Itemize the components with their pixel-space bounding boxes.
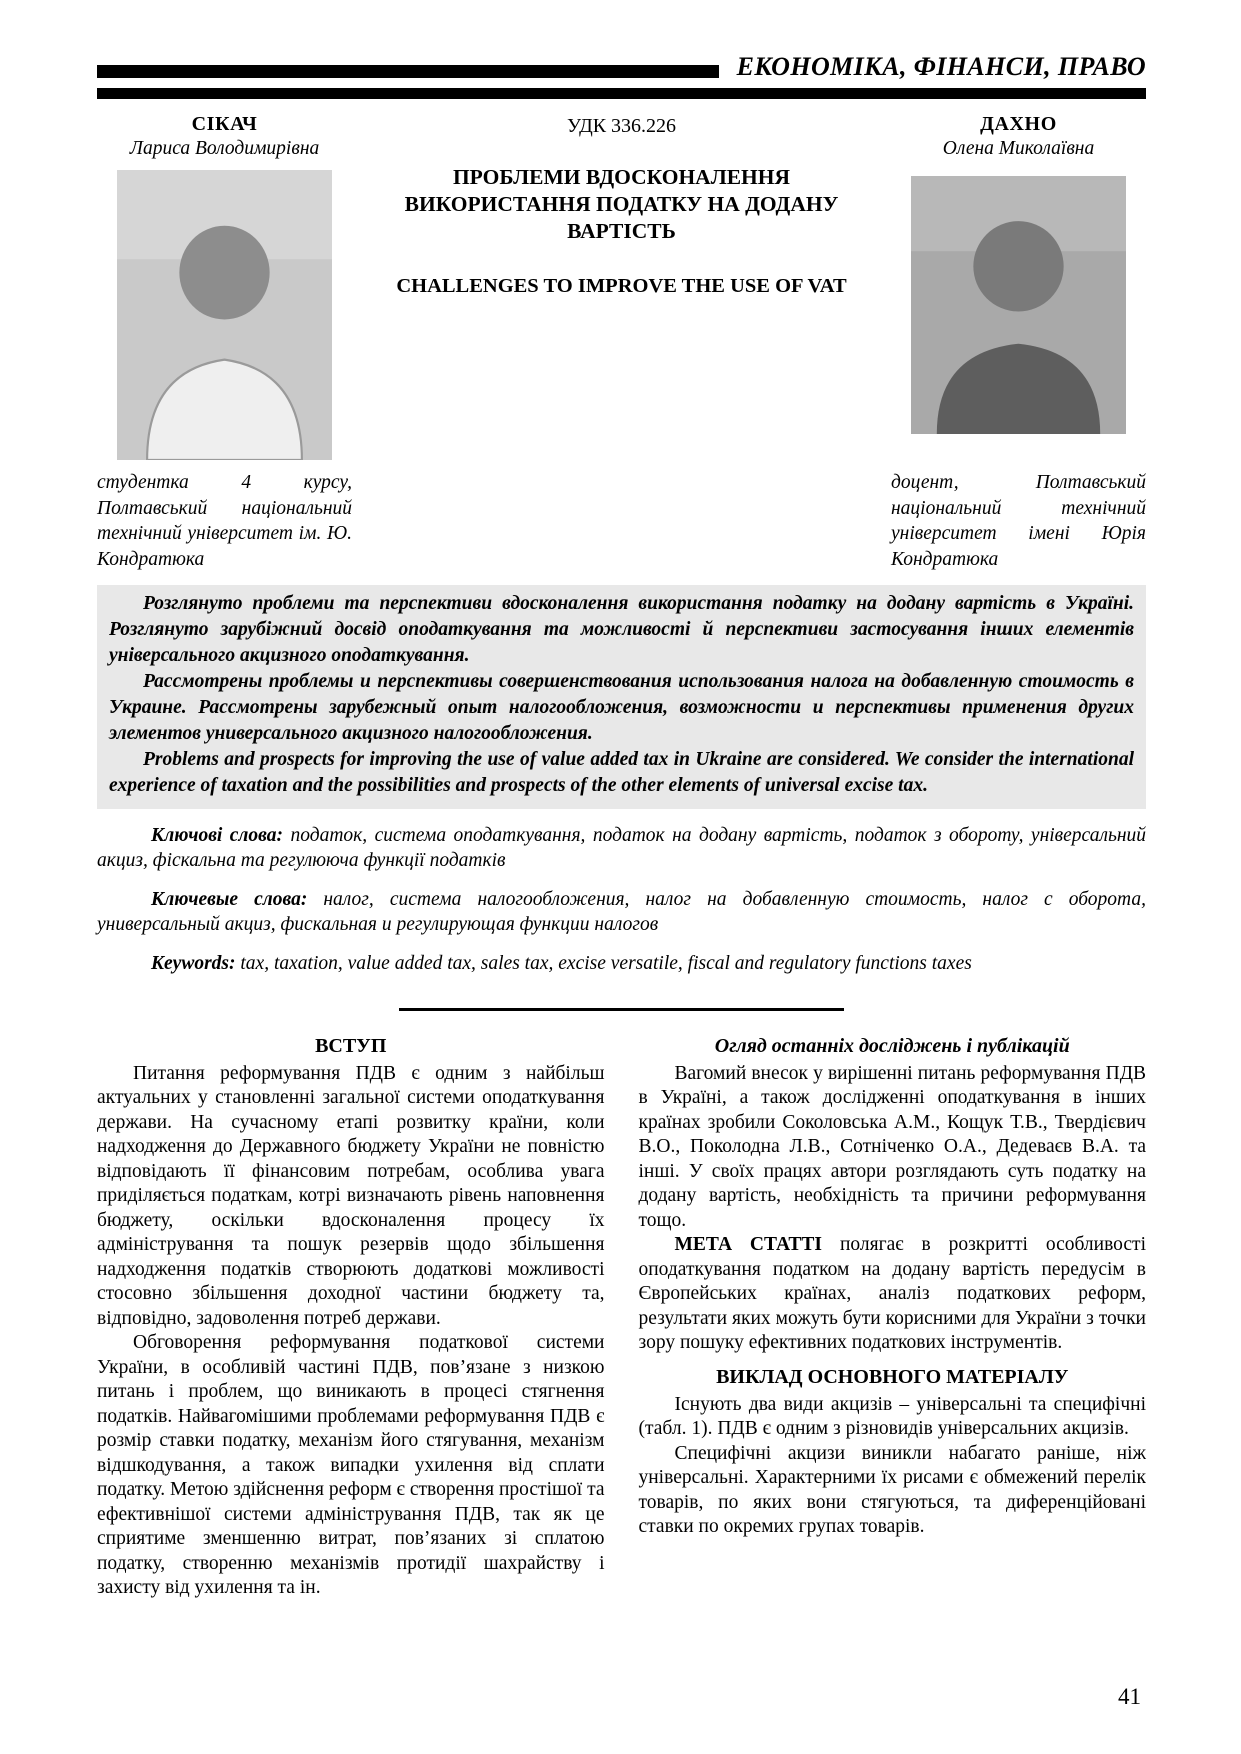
author-left-given-name: Лариса Володимирівна xyxy=(129,138,320,159)
masthead-bar xyxy=(97,65,719,78)
paragraph xyxy=(639,1233,1147,1356)
abstract-block xyxy=(97,585,1146,809)
udc-code: УДК 336.226 xyxy=(566,115,677,137)
author-right-given-name: Олена Миколаївна xyxy=(942,138,1095,159)
author-right-photo xyxy=(911,176,1126,434)
masthead-rule xyxy=(97,88,1146,99)
journal-title: ЕКОНОМІКА, ФІНАНСИ, ПРАВО xyxy=(736,52,1146,81)
body-right-column xyxy=(639,1035,1147,1601)
article-title-en: CHALLENGES TO IMPROVE THE USE OF VAT xyxy=(396,274,847,297)
author-left xyxy=(97,113,352,460)
authors-section xyxy=(97,113,1146,573)
portrait-placeholder-icon xyxy=(117,170,332,460)
heading-review: Огляд останніх досліджень і публікацій xyxy=(714,1034,1070,1057)
paragraph-rest: полягає в розкритті особливості оподаткування податком на додану вартість передусім в Європейських країнах, аналіз податкових реформ, результати яких можуть бути корисними для України з точки зору пошуку ефективних податкових інструментів. xyxy=(638,1234,1146,1354)
article-title-block xyxy=(380,113,863,460)
keywords-ru xyxy=(97,887,1146,937)
keywords-en xyxy=(97,951,1146,976)
author-left-affiliation: студентка 4 курсу, Полтавський національний технічний університет ім. Ю. Кондратюка xyxy=(97,472,352,571)
abstract-en: Problems and prospects for improving the use of value added tax in Ukraine are considered. We consider the international experience of taxation and the possibilities and prospects of the other elements of universal excise tax. xyxy=(109,748,1134,796)
paragraph-lead: МЕТА СТАТТІ xyxy=(674,1234,823,1256)
keywords-ru-label: Ключевые слова: xyxy=(151,888,308,910)
heading-vstup: ВСТУП xyxy=(315,1034,387,1057)
abstract-ru: Рассмотрены проблемы и перспективы совершенствования использования налога на добавленную стоимость в Украине. Рассмотрены зарубежный опыт налогообложения, возможности и перспективы применения других элементов универсального акцизного налогообложения. xyxy=(109,670,1134,744)
page-number: 41 xyxy=(1118,1684,1141,1709)
portrait-placeholder-icon xyxy=(911,176,1126,434)
paragraph: Існують два види акцизів – універсальні та специфічні (табл. 1). ПДВ є одним з різновидів універсальних акцизів. xyxy=(638,1393,1146,1440)
author-left-surname: СІКАЧ xyxy=(191,113,258,135)
heading-main-material: ВИКЛАД ОСНОВНОГО МАТЕРІАЛУ xyxy=(716,1365,1069,1388)
author-right-affiliation: доцент, Полтавський національний технічний університет імені Юрія Кондратюка xyxy=(891,472,1146,571)
keywords-uk xyxy=(97,823,1146,873)
article-body xyxy=(97,1035,1146,1601)
paragraph: Вагомий внесок у вирішенні питань реформування ПДВ в Україні, а також дослідженні оподаткування в інших країнах зробили Соколовська А.М., Кощук Т.В., Твердієвич В.О., Поколодна Л.В., Сотніченко О.А., Дедеваєв В.А. та інші. У своїх працях автори розглядають суть податку на додану вартість, необхідність та причини реформування тощо. xyxy=(638,1062,1146,1231)
keywords-ru-text: налог, система налогообложения, налог на добавленную стоимость, налог с оборота, универсальный акциз, фискальная и регулирующая функции налогов xyxy=(97,888,1146,935)
paragraph: Питання реформування ПДВ є одним з найбільш актуальних у становленні загальної системи оподаткування держави. На сучасному етапі розвитку країни, коли надходження до Державного бюджету України не повністю відповідають її фінансовим потребам, особлива увага приділяється податкам, котрі визначають рівень наповнення бюджету, оскільки вдосконалення процесу їх адміністрування та пошук резервів щодо збільшення надходження податків створюють додаткові можливості стосовно збільшення доходної частини бюджету та, відповідно, задоволення потреб держави. xyxy=(97,1062,605,1329)
keywords-block xyxy=(97,823,1146,976)
keywords-en-text: tax, taxation, value added tax, sales tax, excise versatile, fiscal and regulatory functions taxes xyxy=(235,952,972,974)
abstract-uk: Розглянуто проблеми та перспективи вдосконалення використання податку на додану вартість в Україні. Розглянуто зарубіжний досвід оподаткування та можливості й перспективи застосування інших елементів універсального акцизного оподаткування. xyxy=(109,592,1134,666)
keywords-uk-text: податок, система оподаткування, податок на додану вартість, податок з обороту, універсальний акциз, фіскальна та регулююча функції податків xyxy=(97,824,1146,871)
masthead xyxy=(97,52,1146,82)
author-right xyxy=(891,113,1146,460)
author-left-photo xyxy=(117,170,332,460)
keywords-uk-label: Ключові слова: xyxy=(151,824,284,846)
body-left-column xyxy=(97,1035,605,1601)
paragraph: Специфічні акцизи виникли набагато раніше, ніж універсальні. Характерними їх рисами є обмежений перелік товарів, по яких вони стягуються, та диференційовані ставки по окремих групах товарів. xyxy=(638,1442,1146,1538)
section-divider-rule xyxy=(399,1008,844,1011)
keywords-en-label: Keywords: xyxy=(151,952,236,974)
paragraph: Обговорення реформування податкової системи України, в особливій частині ПДВ, пов’язане з низкою питань і проблем, що виникають в процесі стягнення податків. Найвагомішими проблемами реформування ПДВ є розмір ставки податку, механізм його стягування, механізм відшкодування, а також випадки ухилення від сплати податку. Метою здійснення реформ є створення простішої та ефективнішої системи адміністрування ПДВ, так як це сприятиме зменшенню витрат, пов’язаних зі сплатою податку, створенню механізмів протидії шахрайству і захисту від ухилення та ін. xyxy=(97,1332,605,1599)
author-right-surname: ДАХНО xyxy=(980,113,1057,135)
article-title-uk: ПРОБЛЕМИ ВДОСКОНАЛЕННЯ ВИКОРИСТАННЯ ПОДАТКУ НА ДОДАНУ ВАРТІСТЬ xyxy=(404,165,839,243)
